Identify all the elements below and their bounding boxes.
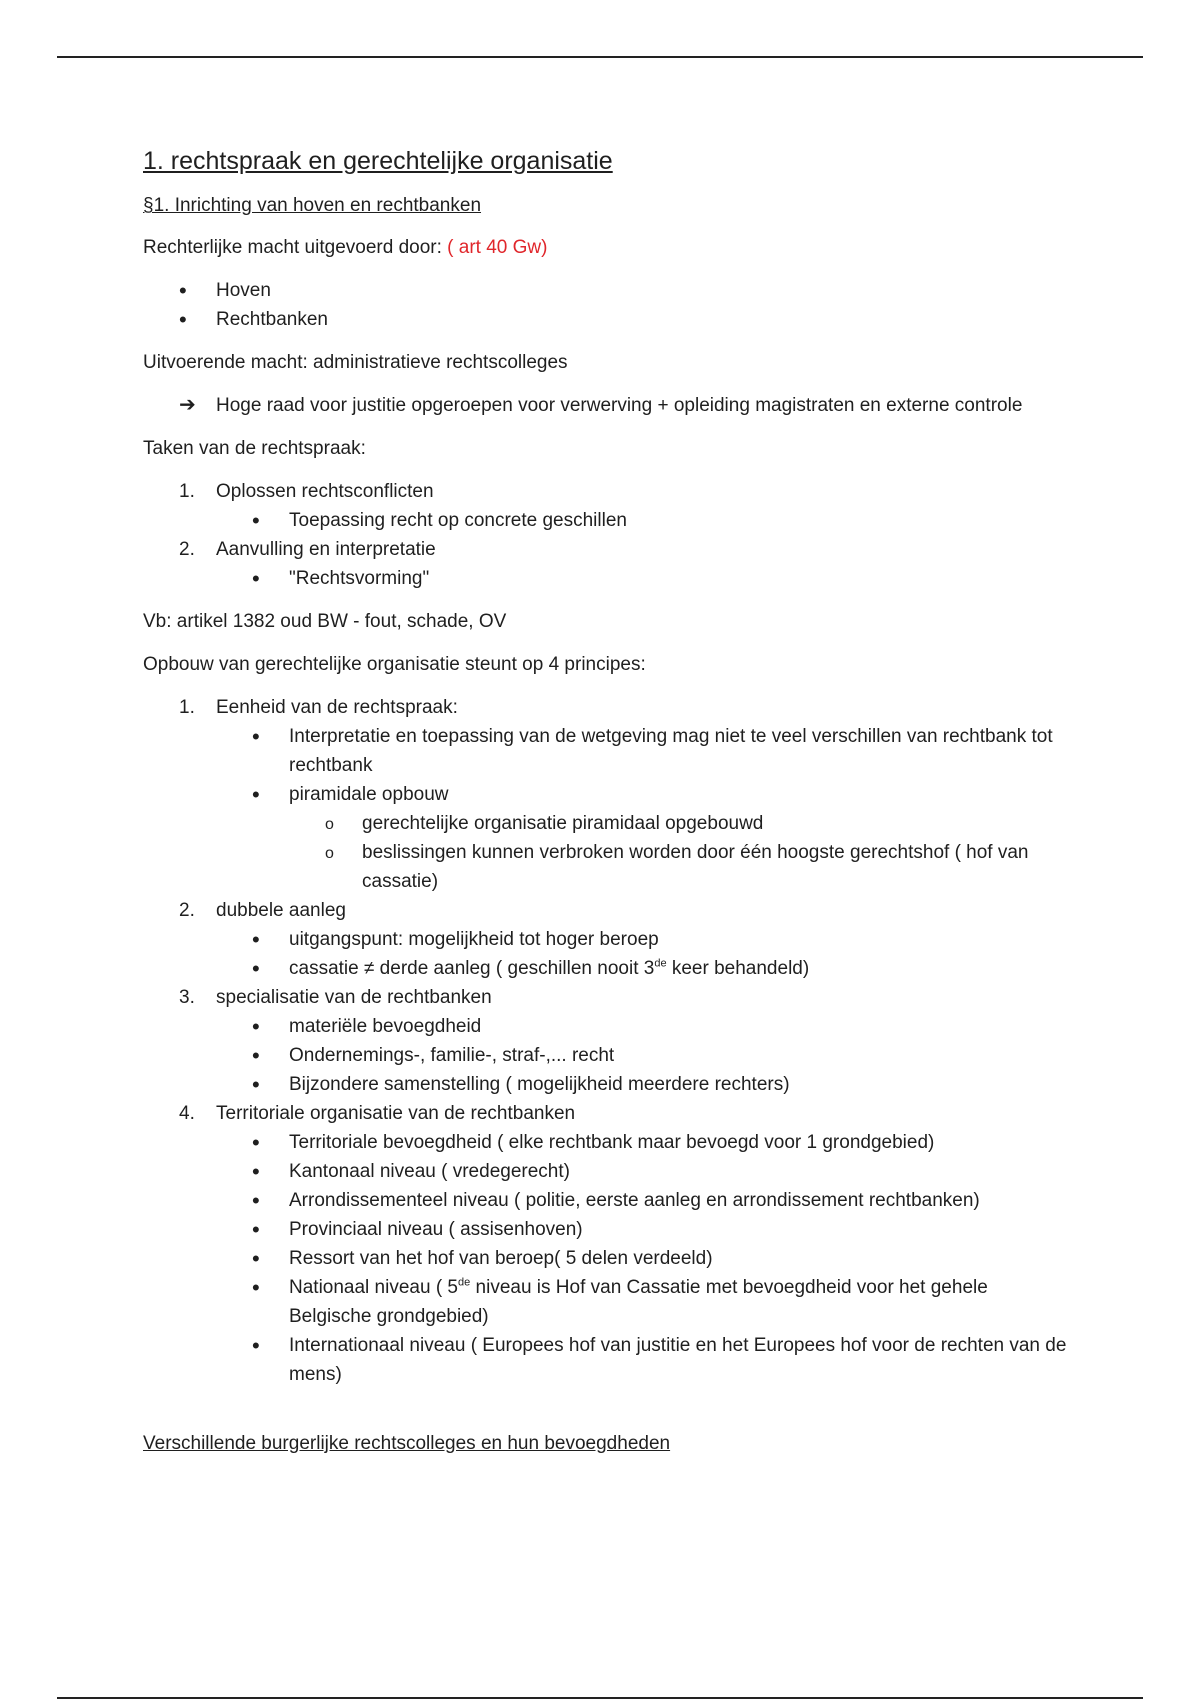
list-number: 3. bbox=[179, 987, 195, 1008]
list-item bbox=[289, 809, 1073, 838]
list-item-text: Arrondissementeel niveau ( politie, eerste aanleg en arrondissement rechtbanken) bbox=[289, 1190, 980, 1211]
bullet-icon bbox=[252, 1331, 276, 1362]
list-item-text: beslissingen kunnen verbroken worden door één hoogste gerechtshof ( hof van cassatie) bbox=[362, 842, 1029, 892]
list-item-text: Interpretatie en toepassing van de wetgeving mag niet te veel verschillen van rechtbank tot rechtbank bbox=[289, 726, 1053, 776]
list-item bbox=[289, 838, 1073, 896]
bullet-icon bbox=[252, 954, 276, 985]
bullet-icon bbox=[252, 925, 276, 956]
list-item bbox=[143, 693, 1073, 896]
paragraph-text: Rechterlijke macht uitgevoerd door: bbox=[143, 237, 448, 258]
paragraph-opbouw: Opbouw van gerechtelijke organisatie steunt op 4 principes: bbox=[143, 654, 646, 675]
list-item bbox=[216, 1186, 1073, 1215]
list-item-text: uitgangspunt: mogelijkheid tot hoger beroep bbox=[289, 929, 659, 950]
list-item-text: dubbele aanleg bbox=[216, 900, 346, 921]
list-item-text: Provinciaal niveau ( assisenhoven) bbox=[289, 1219, 583, 1240]
list-item-text: specialisatie van de rechtbanken bbox=[216, 987, 492, 1008]
bullet-icon bbox=[252, 1273, 276, 1304]
list-item-text: Ondernemings-, familie-, straf-,... recht bbox=[289, 1045, 615, 1066]
sub-list bbox=[216, 506, 1073, 535]
list-item bbox=[216, 506, 1073, 535]
circle-bullet-icon bbox=[325, 838, 349, 868]
list-item bbox=[216, 1128, 1073, 1157]
list-number: 2. bbox=[179, 539, 195, 560]
circle-bullet-icon bbox=[325, 809, 349, 839]
bullet-icon bbox=[179, 276, 203, 307]
list-item bbox=[216, 1331, 1073, 1389]
sub-list bbox=[216, 1012, 1073, 1099]
bullet-icon bbox=[252, 1070, 276, 1101]
list-item bbox=[216, 954, 1073, 983]
list-number: 1. bbox=[179, 697, 195, 718]
bullet-icon bbox=[252, 1244, 276, 1275]
document-body bbox=[143, 145, 1073, 1471]
section-heading-inrichting: §1. Inrichting van hoven en rechtbanken bbox=[143, 195, 482, 216]
list-item bbox=[216, 1070, 1073, 1099]
bullet-icon bbox=[252, 564, 276, 595]
list-item-text: piramidale opbouw bbox=[289, 784, 449, 805]
taken-list bbox=[143, 477, 1073, 593]
list-item-text: Eenheid van de rechtspraak: bbox=[216, 697, 458, 718]
list-item bbox=[143, 391, 1073, 420]
header-rule bbox=[57, 56, 1143, 58]
list-item-text: Rechtbanken bbox=[216, 309, 328, 330]
bullet-icon bbox=[252, 1012, 276, 1043]
sub-sub-list bbox=[289, 809, 1073, 896]
vertical-spacer bbox=[143, 1389, 1073, 1429]
list-item bbox=[143, 477, 1073, 535]
sub-list bbox=[216, 564, 1073, 593]
list-item bbox=[216, 1215, 1073, 1244]
list-item-text: Toepassing recht op concrete geschillen bbox=[289, 510, 627, 531]
list-number: 4. bbox=[179, 1103, 195, 1124]
list-item bbox=[216, 780, 1073, 896]
list-item bbox=[216, 1273, 1073, 1331]
list-item-text: niveau is Hof van Cassatie met bevoegdheid voor het gehele Belgische grondgebied) bbox=[289, 1277, 988, 1327]
list-item-text: "Rechtsvorming" bbox=[289, 568, 430, 589]
principes-list bbox=[143, 693, 1073, 1389]
list-item bbox=[216, 1157, 1073, 1186]
list-item-text: materiële bevoegdheid bbox=[289, 1016, 482, 1037]
list-item-text: Territoriale bevoegdheid ( elke rechtbank maar bevoegd voor 1 grondgebied) bbox=[289, 1132, 935, 1153]
paragraph-voorbeeld: Vb: artikel 1382 oud BW - fout, schade, OV bbox=[143, 611, 507, 632]
list-item bbox=[143, 983, 1073, 1099]
superscript: de bbox=[458, 1276, 471, 1289]
list-item bbox=[216, 564, 1073, 593]
list-number: 2. bbox=[179, 900, 195, 921]
arrow-right-icon bbox=[179, 391, 203, 420]
macht-list bbox=[143, 276, 1073, 334]
list-item-text: Hoven bbox=[216, 280, 271, 301]
list-item bbox=[143, 896, 1073, 983]
bullet-icon bbox=[252, 1041, 276, 1072]
paragraph-rechterlijke-macht bbox=[143, 233, 1073, 262]
sub-list bbox=[216, 722, 1073, 896]
law-reference: ( art 40 Gw) bbox=[447, 237, 548, 258]
list-number: 1. bbox=[179, 481, 195, 502]
bullet-icon bbox=[252, 1128, 276, 1159]
bullet-icon bbox=[252, 506, 276, 537]
list-item-text: Internationaal niveau ( Europees hof van justitie en het Europees hof voor de rechten van de mens) bbox=[289, 1335, 1067, 1385]
superscript: de bbox=[654, 957, 667, 970]
sub-list bbox=[216, 925, 1073, 983]
list-item bbox=[216, 1244, 1073, 1273]
paragraph-uitvoerende-macht: Uitvoerende macht: administratieve rechtscolleges bbox=[143, 352, 568, 373]
arrow-list bbox=[143, 391, 1073, 420]
list-item-text: Ressort van het hof van beroep( 5 delen verdeeld) bbox=[289, 1248, 713, 1269]
list-item-text: Territoriale organisatie van de rechtbanken bbox=[216, 1103, 576, 1124]
paragraph-taken: Taken van de rechtspraak: bbox=[143, 438, 366, 459]
list-item-text: Hoge raad voor justitie opgeroepen voor verwerving + opleiding magistraten en externe controle bbox=[216, 395, 1023, 416]
bullet-icon bbox=[252, 1157, 276, 1188]
bullet-icon bbox=[252, 1215, 276, 1246]
footer-rule bbox=[57, 1697, 1143, 1699]
bullet-icon bbox=[252, 1186, 276, 1217]
list-item-text: keer behandeld) bbox=[666, 958, 810, 979]
list-item bbox=[143, 276, 1073, 305]
list-item bbox=[216, 1041, 1073, 1070]
list-item bbox=[216, 925, 1073, 954]
list-item-text: Aanvulling en interpretatie bbox=[216, 539, 436, 560]
list-item-text: gerechtelijke organisatie piramidaal opgebouwd bbox=[362, 813, 764, 834]
sub-list bbox=[216, 1128, 1073, 1389]
section-heading-rechtscolleges: Verschillende burgerlijke rechtscolleges en hun bevoegdheden bbox=[143, 1433, 671, 1454]
bullet-icon bbox=[179, 305, 203, 336]
list-item bbox=[143, 1099, 1073, 1389]
list-item bbox=[216, 1012, 1073, 1041]
list-item-text: Oplossen rechtsconflicten bbox=[216, 481, 434, 502]
list-item-text: Kantonaal niveau ( vredegerecht) bbox=[289, 1161, 570, 1182]
list-item-text: cassatie ≠ derde aanleg ( geschillen nooit 3 bbox=[289, 958, 655, 979]
page-title: 1. rechtspraak en gerechtelijke organisatie bbox=[143, 147, 613, 175]
list-item bbox=[216, 722, 1073, 780]
bullet-icon bbox=[252, 780, 276, 811]
list-item-text: Bijzondere samenstelling ( mogelijkheid meerdere rechters) bbox=[289, 1074, 790, 1095]
list-item bbox=[143, 305, 1073, 334]
list-item-text: Nationaal niveau ( 5 bbox=[289, 1277, 458, 1298]
bullet-icon bbox=[252, 722, 276, 753]
list-item bbox=[143, 535, 1073, 593]
